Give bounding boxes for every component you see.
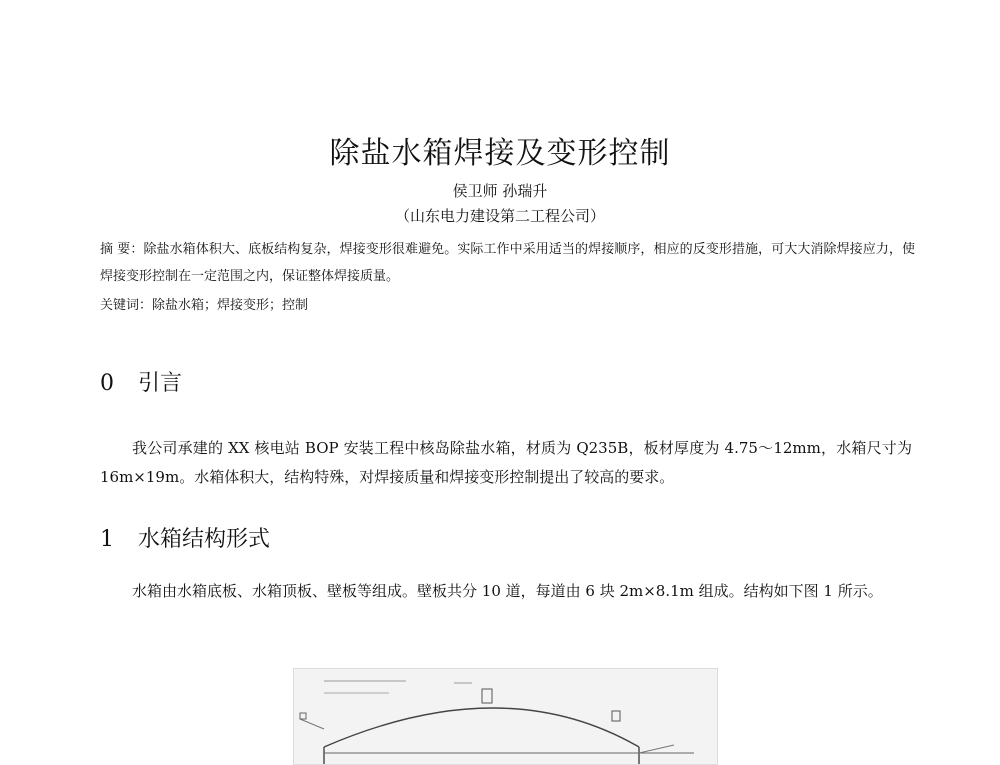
section-heading-structure [100,522,270,553]
section-paragraph-structure: 水箱由水箱底板、水箱顶板、壁板等组成。壁板共分 10 道，每道由 6 块 2m×8.1m 组成。结构如下图 1 所示。 [132,582,883,600]
roof-arc [324,708,639,747]
leader-line [300,719,324,729]
roof-vent [612,711,620,721]
leader-line [639,745,674,753]
roof-nozzle [482,689,492,703]
section-paragraph-intro: 我公司承建的 XX 核电站 BOP 安装工程中核岛除盐水箱，材质为 Q235B，板材厚度为 4.75～12mm，水箱尺寸为 16m×19m。水箱体积大，结构特殊，对焊接质量和焊接变形控制提出了较高的要求。 [100,439,912,486]
section-number: 1 [100,527,114,552]
section-title: 引言 [138,371,183,396]
paper-title: 除盐水箱焊接及变形控制 [329,136,671,171]
tank-diagram [294,669,717,764]
section-number: 0 [100,371,114,396]
tank-structure-figure [293,668,718,765]
section-heading-intro [100,366,182,397]
affiliation: （山东电力建设第二工程公司） [394,207,605,225]
authors: 侯卫师 孙瑞升 [452,182,548,200]
abstract: 摘 要：除盐水箱体积大、底板结构复杂，焊接变形很难避免。实际工作中采用适当的焊接顺序，相应的反变形措施，可大大消除焊接应力，使焊接变形控制在一定范围之内，保证整体焊接质量。 [100,242,915,284]
leader-marker [300,713,306,719]
keywords: 关键词：除盐水箱；焊接变形；控制 [100,298,309,313]
section-title: 水箱结构形式 [138,527,271,552]
